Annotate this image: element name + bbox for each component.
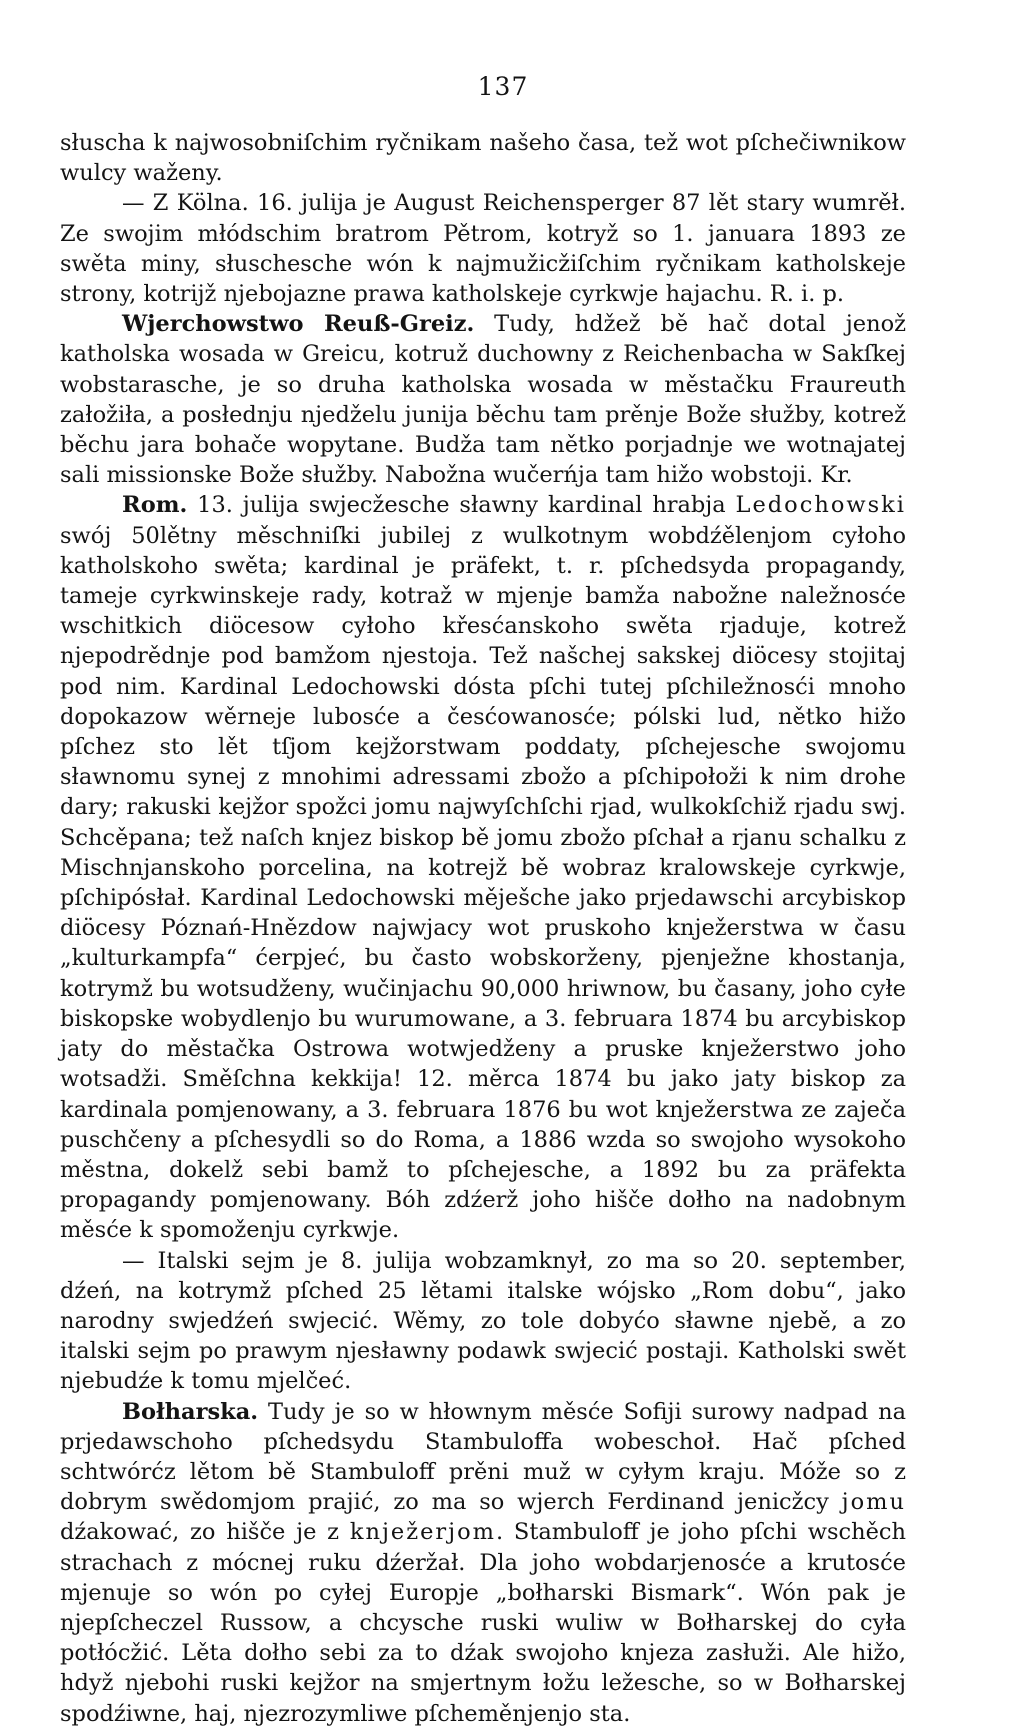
text-run: . Stambuloff je joho pſchi wschěch strachach z mócnej ruku dźeržał. Dla joho wobdarjenosće a krutosće mjenuje so wón po cyłej Europje „bołharski Bismark“. Wón pak je njepſcheczel Russow, a chcysche ruski wuliw w Bołharskej do cyła potłócžić. Lěta dołho sebi za to dźak swojoho knjeza zasłuži. Ale hižo, hdyž njebohi ruski kejžor na smjertnym łožu ležesche, so w Bołharskej spodźiwne, haj, njezrozymliwe pſcheměnjenjo sta. — [60, 1519, 906, 1727]
text-run: Tudy je so w hłownym měsće Sofiji surowy nadpad na prjedawschoho pſchedsydu Stambuloffa wobeschoł. Hač pſched schtwórćz lětom bě Stambuloff prěni muž w cyłym kraju. Móže so z dobrym swědomjom prajić, zo ma so wjerch Ferdinand jenicžcy — [60, 1398, 906, 1516]
text-run: dźakować, zo hišče je z — [60, 1519, 350, 1546]
text-run: Tudy, hdžež bě hač dotal jenož katholska wosada w Greicu, kotruž duchowny z Reichenbacha w Sakſkej wobstarasche, je so druha katholska wosada w městačku Fraureuth załožiła, a posłednju njedželu junija běchu tam prěnje Bože słužby, kotrež běchu jara bohače wopytane. Budža tam nětko porjadnje we wotnajatej sali missionske Bože słužby. Nabožna wučerńja tam hižo wobstoji. Kr. — [60, 311, 906, 489]
paragraph-p5 — [60, 1246, 906, 1397]
paragraph-p6 — [60, 1397, 906, 1729]
paragraph-p4 — [60, 490, 906, 1245]
text-run: knježerjom — [349, 1519, 497, 1546]
page-number: 137 — [477, 72, 529, 101]
text-run: jomu — [841, 1489, 906, 1516]
text-run: 13. julija swjecžesche sławny kardinal hrabja — [187, 492, 736, 519]
text-run: Ledochowski — [735, 492, 906, 519]
text-run: — Italski sejm je 8. julija wobzamknył, zo ma so 20. september, dźeń, na kotrymž pſched 25 lětami italske wójsko „Rom dobu“, jako narodny swjedźeń swjecić. Wěmy, zo tole dobyćo sławne njebě, a zo italski sejm po prawym njesławny podawk swjecić postaji. Katholski swět njebudźe k tomu mjelčeć. — [60, 1247, 906, 1395]
paragraph-p3 — [60, 309, 906, 490]
paragraph-p2 — [60, 188, 906, 309]
text-run: słuscha k najwosobniſchim ryčnikam našeho časa, tež wot pſchečiwnikow wulcy waženy. — [60, 130, 906, 187]
article-body — [60, 128, 906, 1729]
section-heading: Wjerchowstwo Reuß-Greiz. — [122, 311, 475, 338]
paragraph-p1 — [60, 128, 906, 188]
section-heading: Bołharska. — [122, 1398, 259, 1425]
text-run: — Z Kölna. 16. julija je August Reichensperger 87 lět stary wumrěł. Ze swojim młódschim bratrom Pětrom, kotryž so 1. januara 1893 ze swěta miny, słuschesche wón k najmužicžiſchim ryčnikam katholskeje strony, kotrijž njebojazne prawa katholskeje cyrkwje hajachu. R. i. p. — [60, 190, 906, 308]
text-run: swój 50lětny měschniſki jubilej z wulkotnym wobdźělenjom cyłoho katholskoho swěta; kardinal je präfekt, t. r. pſchedsyda propagandy, tameje cyrkwinskeje rady, kotraž w mjenje bamža nabožne naležnosće wschitkich diöcesow cyłoho křesćanskoho swěta rjaduje, kotrež njepodrědnje pod bamžom njestoja. Tež našchej sakskej diöcesy stojitaj pod nim. Kardinal Ledochowski dósta pſchi tutej pſchiležnosći mnoho dopokazow wěrneje lubosće a česćowanosće; pólski lud, nětko hižo pſchez sto lět tſjom kejžorstwam poddaty, pſchejesche swojomu sławnomu synej z mnohimi adressami zbožo a pſchipołoži k nim drohe dary; rakuski kejžor spožci jomu najwyſchſchi rjad, wulkokſchiž rjadu swj. Schcěpana; tež naſch knjez biskop bě jomu zbožo pſchał a rjanu schalku z Mischnjanskoho porcelina, na kotrejž bě wobraz kralowskeje cyrkwje, pſchipósłał. Kardinal Ledochowski měješche jako prjedawschi arcybiskop diöcesy Póznań-Hnězdow najwjacy wot pruskoho knježerstwa w času „kulturkampfa“ ćerpjeć, bu často wobskorženy, pjenježne khostanja, kotrymž bu wotsudženy, wučinjachu 90,000 hriwnow, bu časany, joho cyłe biskopske wobydlenjo bu wurumowane, a 3. februara 1874 bu arcybiskop jaty do městačka Ostrowa wotwjedženy a pruske knježerstwo joho wotsadži. Směſchna kekkija! 12. měrca 1874 bu jako jaty biskop za kardinala pomjenowany, a 3. februara 1876 bu wot knježerstwa ze zaječa puschčeny a pſchesydli so do Roma, a 1886 wzda so swojoho wysokoho městna, dokelž sebi bamž to pſchejesche, a 1892 bu za präfekta propagandy pomjenowany. Bóh zdźerž joho hišče dołho na nadobnym měsće k spomoženju cyrkwje. — [60, 522, 906, 1244]
section-heading: Rom. — [122, 492, 188, 519]
